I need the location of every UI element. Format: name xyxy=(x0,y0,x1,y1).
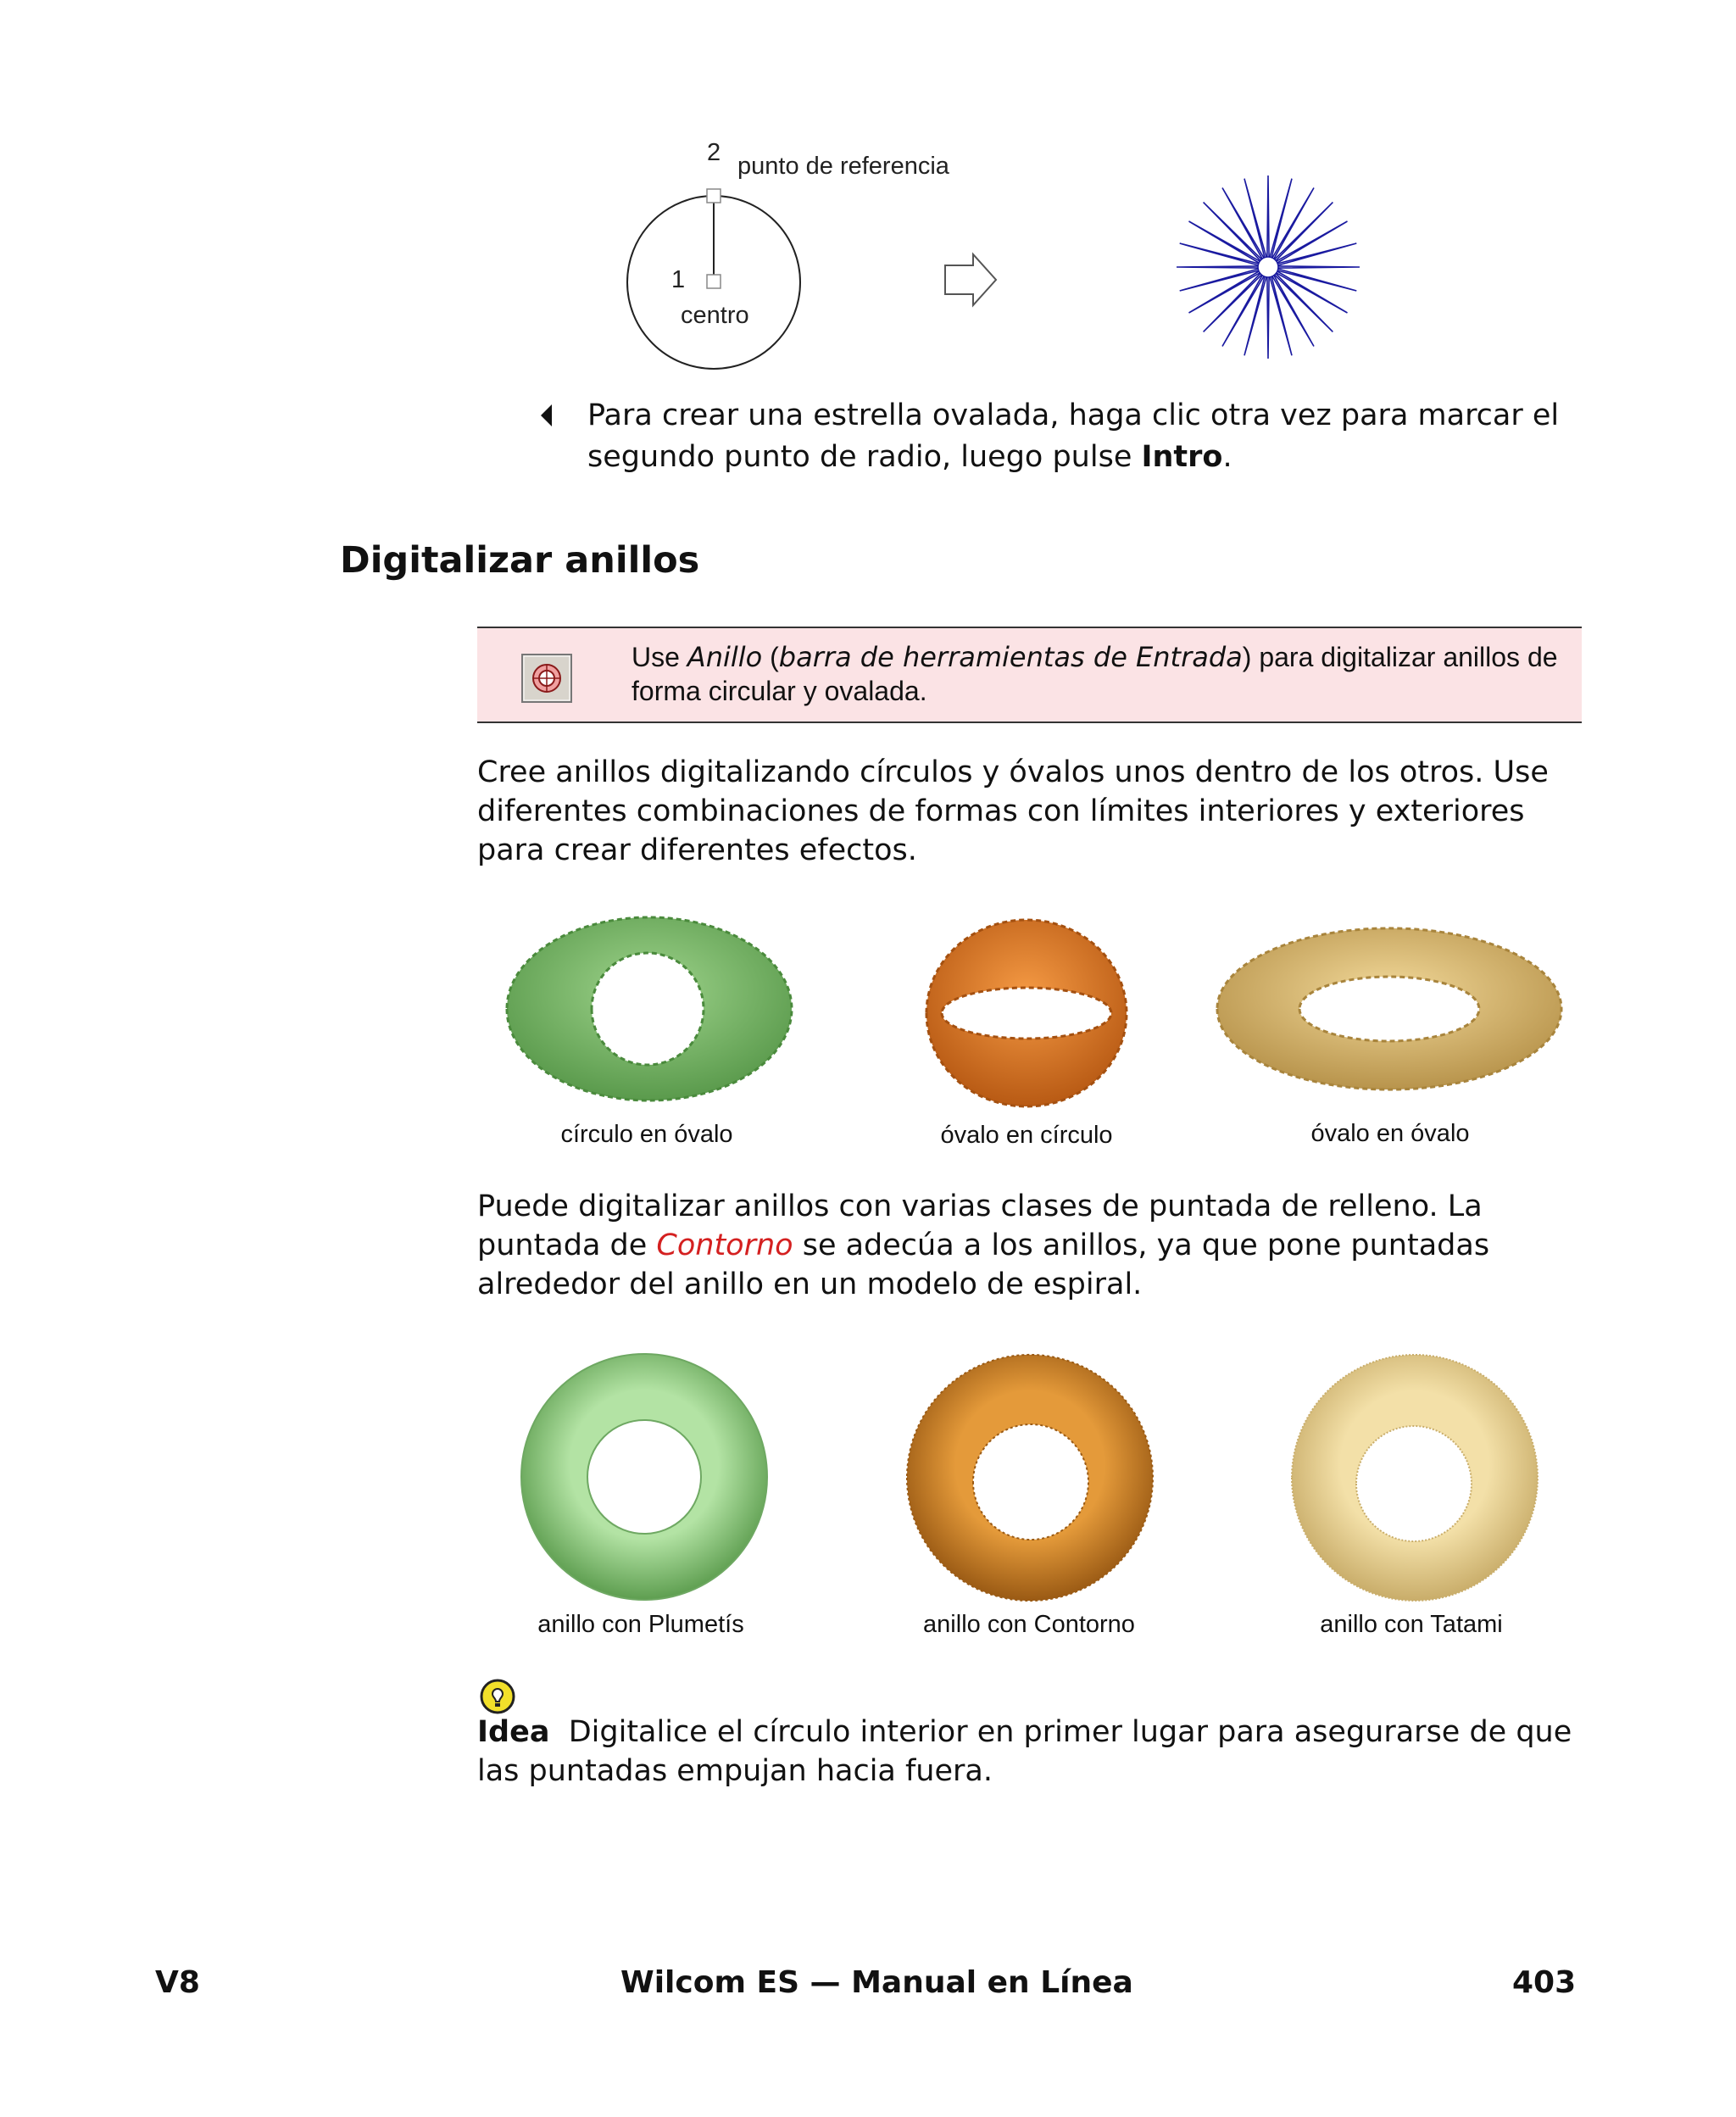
label-center: centro xyxy=(681,302,749,329)
tool-note-box xyxy=(477,627,1582,723)
ring-tool-icon[interactable] xyxy=(521,654,572,703)
tool-note-text xyxy=(632,640,1564,708)
tool-name: Anillo xyxy=(687,641,763,673)
paragraph-fill-text: Puede digitalizar anillos con varias clases de puntada de relleno. La puntada de xyxy=(477,1189,1483,1262)
ring-tatami-image xyxy=(1292,1355,1538,1601)
label-1: 1 xyxy=(671,266,686,293)
tip-label: Idea xyxy=(477,1715,550,1749)
reference-point-diagram xyxy=(593,127,1441,382)
ring-shapes-row xyxy=(477,899,1579,1153)
bullet-arrow-icon xyxy=(541,404,552,426)
caption-ring-contour: anillo con Contorno xyxy=(923,1611,1135,1638)
page-footer xyxy=(0,1965,1736,2008)
label-reference: punto de referencia xyxy=(737,153,949,180)
paragraph-fill-text-end: se adecúa a los anillos, ya que pone puntadas alrededor del anillo en un modelo de espiral. xyxy=(477,1228,1490,1301)
caption-circle-in-oval: círculo en óvalo xyxy=(560,1121,733,1148)
circle-in-oval-image xyxy=(507,917,792,1100)
contorno-link[interactable]: Contorno xyxy=(656,1228,793,1262)
ring-satin-image xyxy=(521,1354,767,1600)
oval-in-circle-image xyxy=(926,920,1127,1106)
tool-note-use: Use xyxy=(632,642,687,672)
bullet-text-end: . xyxy=(1222,440,1232,474)
caption-ring-tatami: anillo con Tatami xyxy=(1320,1611,1503,1638)
star-stitch-icon xyxy=(1177,175,1360,359)
bullet-paragraph xyxy=(587,395,1605,478)
footer-version: V8 xyxy=(155,1965,200,2000)
footer-title: Wilcom ES — Manual en Línea xyxy=(620,1965,1133,2000)
page-number: 403 xyxy=(1512,1965,1577,2000)
bullet-bold-key: Intro xyxy=(1141,440,1223,474)
tool-note-paren: ( xyxy=(762,642,779,672)
paragraph-shapes: Cree anillos digitalizando círculos y óvalos unos dentro de los otros. Use diferentes combinaciones de formas con límites interiores y exteriores para crear diferentes efectos. xyxy=(477,755,1549,867)
caption-ring-satin: anillo con Plumetís xyxy=(537,1611,744,1638)
ring-fill-row xyxy=(477,1340,1579,1619)
lightbulb-icon xyxy=(480,1679,515,1716)
ring-contour-image xyxy=(907,1355,1153,1601)
section-heading: Digitalizar anillos xyxy=(340,539,700,582)
toolbar-name: barra de herramientas de Entrada xyxy=(778,641,1243,673)
caption-oval-in-circle: óvalo en círculo xyxy=(940,1122,1113,1149)
oval-in-oval-image xyxy=(1217,928,1561,1089)
label-2: 2 xyxy=(707,139,721,166)
paragraph-fill-types xyxy=(477,1187,1596,1304)
tip-paragraph xyxy=(477,1713,1596,1791)
tip-text: Digitalice el círculo interior en primer lugar para asegurarse de que las puntadas empujan hacia fuera. xyxy=(477,1715,1572,1788)
tool-note-rest: ) para digitalizar anillos de forma circular y ovalada. xyxy=(632,642,1558,706)
caption-oval-in-oval: óvalo en óvalo xyxy=(1310,1120,1470,1147)
bullet-text: Para crear una estrella ovalada, haga clic otra vez para marcar el segundo punto de radio, luego pulse xyxy=(587,398,1560,474)
